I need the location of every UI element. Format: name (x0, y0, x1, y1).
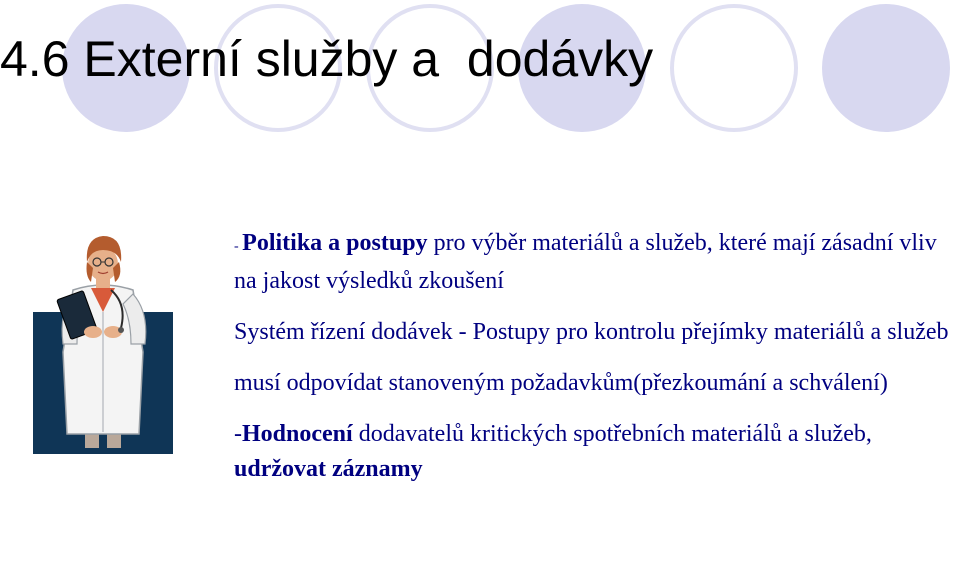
policy-text: pro výběr materiálů a služeb, které mají zásadní vliv na jakost výsledků zkoušení (234, 230, 937, 294)
paragraph-supply-system: Systém řízení dodávek - Postupy pro kontrolu přejímky materiálů a služeb (234, 319, 949, 345)
policy-heading: Politika a postupy (242, 230, 428, 256)
paragraph-evaluation (234, 417, 954, 487)
slide-title: 4.6 Externí služby a dodávky (0, 31, 654, 87)
paragraph-requirements: musí odpovídat stanoveným požadavkům(přezkoumání a schválení) (234, 370, 888, 396)
decor-circle-6 (822, 4, 950, 132)
records-emphasis: udržovat záznamy (234, 456, 423, 482)
evaluation-heading: Hodnocení (242, 421, 353, 447)
evaluation-text: dodavatelů kritických spotřebních materiálů a služeb, (352, 421, 872, 447)
bullet-dash: - (234, 239, 243, 254)
decor-circle-5 (670, 4, 798, 132)
doctor-illustration-icon (33, 232, 173, 454)
paragraph-policy (234, 226, 954, 299)
evaluation-dash: - (234, 421, 242, 447)
slide-body (234, 226, 954, 498)
